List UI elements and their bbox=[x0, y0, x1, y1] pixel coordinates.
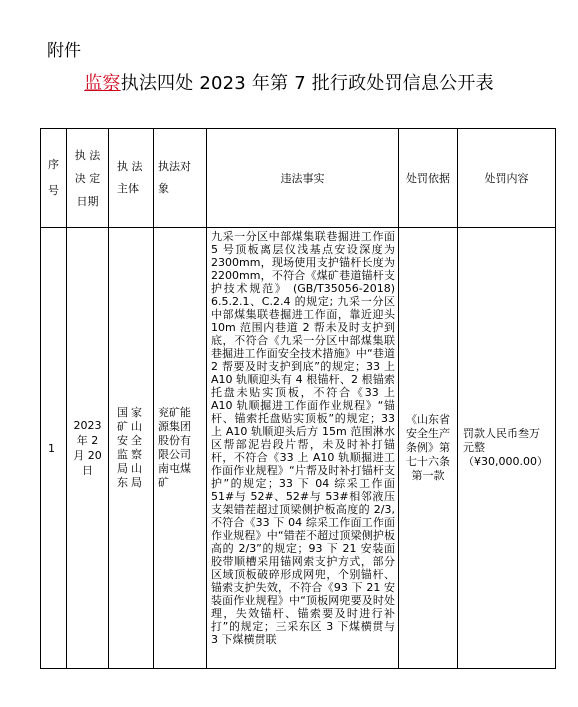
cell-date: 2023 年 2 月 20 日 bbox=[67, 228, 109, 669]
title-highlight: 监察 bbox=[84, 73, 121, 94]
header-date: 执 法 决 定 日期 bbox=[67, 129, 109, 228]
page-title bbox=[0, 69, 578, 95]
attachment-label: 附件 bbox=[47, 41, 81, 61]
header-content: 处罚内容 bbox=[458, 129, 556, 228]
table-row bbox=[41, 228, 556, 669]
header-no: 序 号 bbox=[41, 129, 67, 228]
facts-text: 九采一分区中部煤集联巷掘进工作面 5 号顶板离层仪浅基点安设深度为 2300mm，现场使用支护锚杆长度为 2200mm，不符合《煤矿巷道锚杆支护技术规范》 (GB/T35056-2018) 6.5.2.1、C.2.4 的规定; 九采一分区中部煤集联巷掘进工作面，靠近迎头 10m 范围内巷道 2 帮未及时支护到底，不符合《九采一分区中部煤集联巷掘进工作面安全技术措施》中“巷道 2 帮要及时支护到底”的规定；33 上 A10 轨顺迎头有 4 根锚杆、2 根锚索托盘未贴实顶板，不符合《33 上 A10 轨顺掘进工作面作业规程》“锚杆、锚索托盘贴实顶板”的规定；33 上 A10 轨顺迎头后方 15m 范围淋水区帮部泥岩段片帮，未及时补打锚杆，不符合《33 上 A10 轨顺掘进工作面作业规程》“片帮及时补打锚杆支护”的规定；33 下 04 综采工作面 51#与 52#、52#与 53#相邻液压支架错茬超过顶梁侧护板高度的 2/3,不符合《33 下 04 综采工作面工作面作业规程》中“错茬不超过顶梁侧护板高的 2/3”的规定；93 下 21 安装面胶带顺槽采用锚网索支护方式，部分区域顶板破碎形成网兜，个别锚杆、锚索支护失效，不符合《93 下 21 安装面作业规程》中“顶板网兜要及时处理，失效锚杆、锚索要及时进行补打”的规定；三采东区 3 下煤横贯与 3 下煤横贯联 bbox=[211, 230, 395, 646]
penalty-table bbox=[40, 128, 556, 669]
cell-no: 1 bbox=[41, 228, 67, 669]
cell-basis: 《山东省安全生产条例》第七十六条第一款 bbox=[399, 228, 458, 669]
header-facts: 违法事实 bbox=[207, 129, 399, 228]
header-body: 执 法 主体 bbox=[109, 129, 154, 228]
cell-object: 兖矿能 源集团 股份有 限公司 南屯煤 矿 bbox=[154, 228, 207, 669]
title-text: 执法四处 2023 年第 7 批行政处罚信息公开表 bbox=[120, 73, 494, 94]
cell-enforcement-body: 国家 矿山 安全 监察 局山 东局 bbox=[109, 228, 154, 669]
cell-penalty-content: 罚款人民币叁万元整（¥30,000.00） bbox=[458, 228, 556, 669]
header-object: 执法对 象 bbox=[154, 129, 207, 228]
header-basis: 处罚依据 bbox=[399, 129, 458, 228]
table-header-row bbox=[41, 129, 556, 228]
cell-facts bbox=[207, 228, 399, 669]
